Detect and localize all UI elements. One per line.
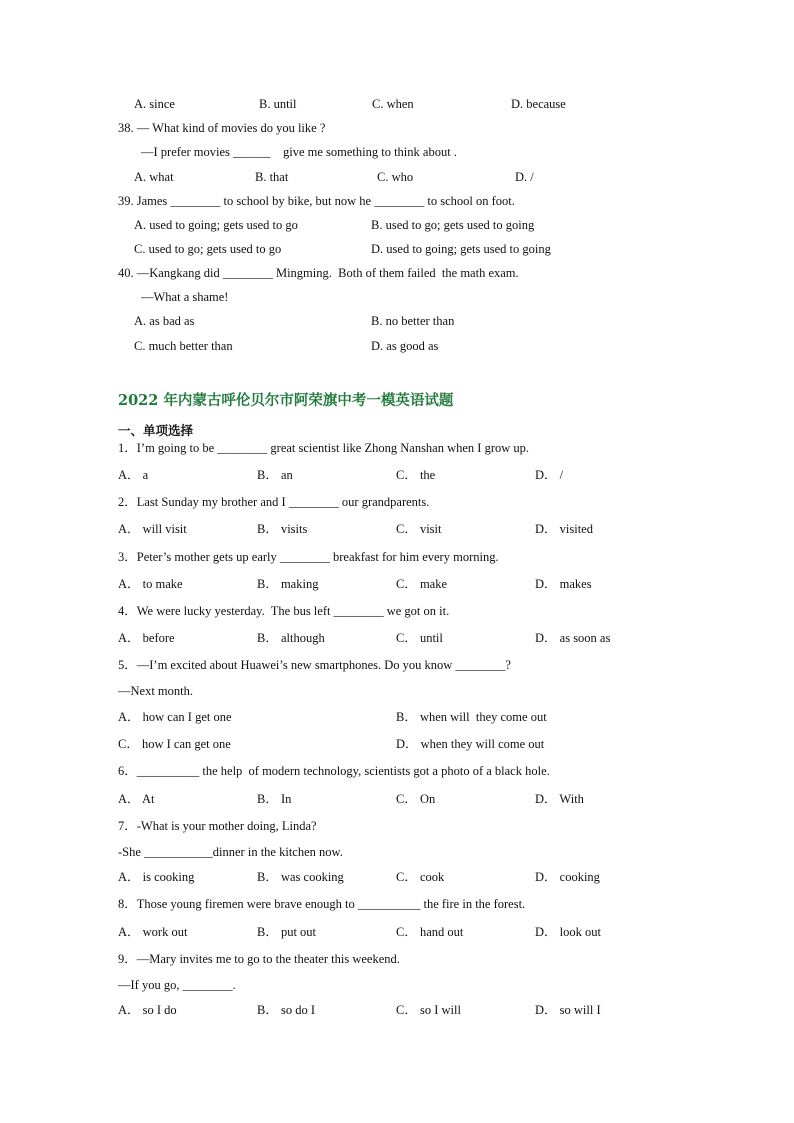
option-c[interactable]: C． how I can get one <box>118 737 231 751</box>
option-b[interactable]: B． put out <box>257 925 317 939</box>
option-a[interactable]: A. what <box>134 170 174 184</box>
option-c[interactable]: C. much better than <box>134 339 233 353</box>
option-d[interactable]: D. because <box>511 97 566 111</box>
option-a[interactable]: A． work out <box>118 925 188 939</box>
option-a[interactable]: A． so I do <box>118 1003 177 1017</box>
option-c[interactable]: C． On <box>396 792 436 806</box>
question-stem: 39. James ________ to school by bike, but now he ________ to school on foot. <box>118 194 515 208</box>
question-stem: 8．Those young firemen were brave enough to __________ the fire in the forest. <box>118 897 526 911</box>
option-c[interactable]: C. when <box>372 97 414 111</box>
option-d[interactable]: D． so will I <box>535 1003 601 1017</box>
option-c[interactable]: C． visit <box>396 522 442 536</box>
question-stem: 9．—Mary invites me to go to the theater this weekend. <box>118 952 400 966</box>
question-stem: 7．-What is your mother doing, Linda? <box>118 819 317 833</box>
option-a[interactable]: A. since <box>134 97 175 111</box>
option-d[interactable]: D． With <box>535 792 584 806</box>
option-d[interactable]: D． look out <box>535 925 601 939</box>
option-a[interactable]: A． before <box>118 631 175 645</box>
option-b[interactable]: B． an <box>257 468 293 482</box>
question-stem: 6．__________ the help of modern technology, scientists got a photo of a black hole. <box>118 764 550 778</box>
question-stem: 5．—I’m excited about Huawei’s new smartphones. Do you know ________? <box>118 658 511 672</box>
option-d[interactable]: D. used to going; gets used to going <box>371 242 551 256</box>
option-a[interactable]: A． to make <box>118 577 183 591</box>
option-d[interactable]: D． cooking <box>535 870 600 884</box>
option-b[interactable]: B． when will they come out <box>396 710 547 724</box>
question-reply: —If you go, ________. <box>118 978 236 992</box>
option-b[interactable]: B. used to go; gets used to going <box>371 218 535 232</box>
option-b[interactable]: B. that <box>255 170 289 184</box>
option-a[interactable]: A． is cooking <box>118 870 195 884</box>
option-a[interactable]: A. as bad as <box>134 314 195 328</box>
section-title: 一、单项选择 <box>118 423 194 438</box>
question-reply: —I prefer movies ______ give me something to think about . <box>141 145 457 159</box>
option-a[interactable]: A． how can I get one <box>118 710 232 724</box>
option-c[interactable]: C. who <box>377 170 414 184</box>
option-b[interactable]: B. no better than <box>371 314 455 328</box>
option-d[interactable]: D． makes <box>535 577 592 591</box>
option-c[interactable]: C． until <box>396 631 443 645</box>
option-d[interactable]: D． visited <box>535 522 593 536</box>
option-d[interactable]: D. / <box>515 170 534 184</box>
option-b[interactable]: B． In <box>257 792 292 806</box>
option-a[interactable]: A． At <box>118 792 155 806</box>
option-b[interactable]: B． although <box>257 631 325 645</box>
option-c[interactable]: C． make <box>396 577 448 591</box>
option-c[interactable]: C． so I will <box>396 1003 461 1017</box>
question-stem: 40. —Kangkang did ________ Mingming. Both of them failed the math exam. <box>118 266 519 280</box>
question-stem: 38. — What kind of movies do you like ? <box>118 121 326 135</box>
option-d[interactable]: D． when they will come out <box>396 737 545 751</box>
option-b[interactable]: B． so do I <box>257 1003 315 1017</box>
option-b[interactable]: B． making <box>257 577 319 591</box>
option-a[interactable]: A. used to going; gets used to go <box>134 218 298 232</box>
option-c[interactable]: C． cook <box>396 870 445 884</box>
question-stem: 1．I’m going to be ________ great scientist like Zhong Nanshan when I grow up. <box>118 441 530 455</box>
option-d[interactable]: D． as soon as <box>535 631 611 645</box>
option-a[interactable]: A． a <box>118 468 149 482</box>
option-c[interactable]: C. used to go; gets used to go <box>134 242 282 256</box>
question-stem: 3．Peter’s mother gets up early ________ breakfast for him every morning. <box>118 550 499 564</box>
question-stem: 2．Last Sunday my brother and I ________ our grandparents. <box>118 495 430 509</box>
question-reply: -She ___________dinner in the kitchen now. <box>118 845 343 859</box>
question-reply: —Next month. <box>118 684 193 698</box>
option-d[interactable]: D. as good as <box>371 339 439 353</box>
option-a[interactable]: A． will visit <box>118 522 187 536</box>
question-stem: 4．We were lucky yesterday. The bus left ________ we got on it. <box>118 604 450 618</box>
option-b[interactable]: B. until <box>259 97 297 111</box>
question-reply: —What a shame! <box>141 290 229 304</box>
option-b[interactable]: B． visits <box>257 522 308 536</box>
exam-title: 2022 年内蒙古呼伦贝尔市阿荣旗中考一模英语试题 <box>118 392 454 409</box>
option-b[interactable]: B． was cooking <box>257 870 344 884</box>
option-c[interactable]: C． hand out <box>396 925 464 939</box>
option-c[interactable]: C． the <box>396 468 436 482</box>
option-d[interactable]: D． / <box>535 468 564 482</box>
